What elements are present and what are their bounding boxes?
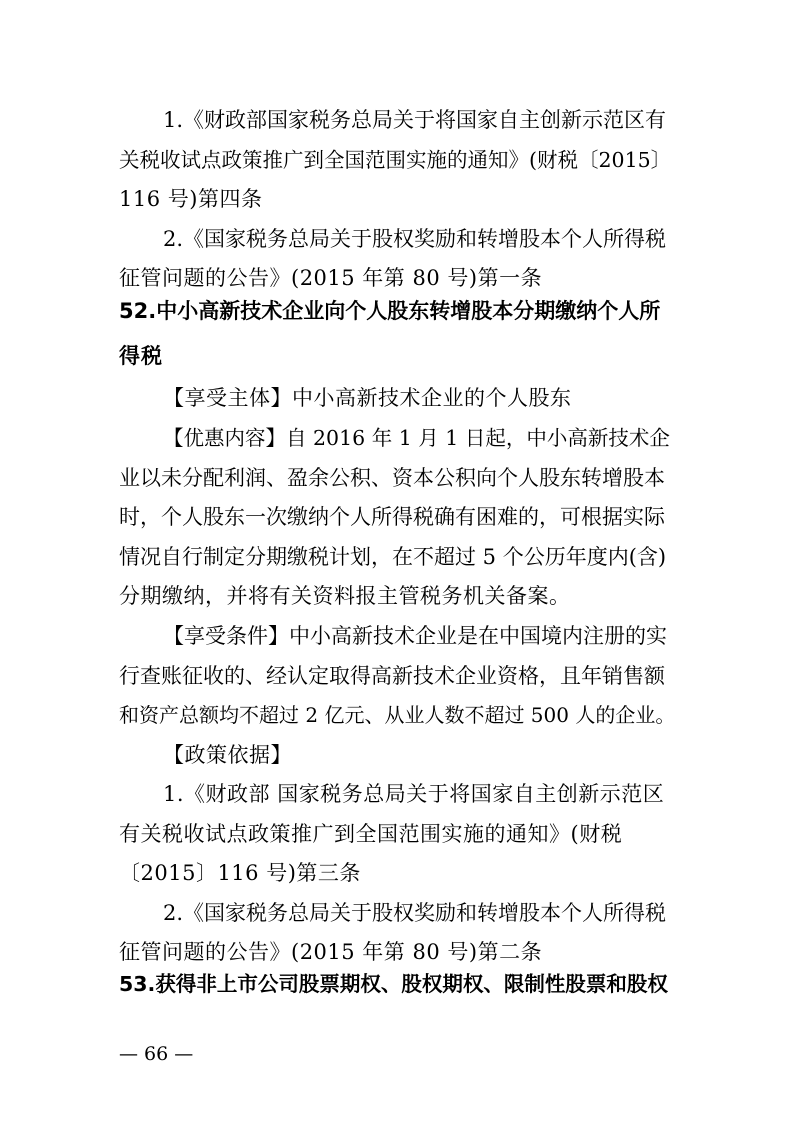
condition-line: 和资产总额均不超过 2 亿元、从业人数不超过 500 人的企业。 — [119, 703, 676, 727]
policy-basis-line: 〔2015〕116 号)第三条 — [119, 861, 361, 885]
condition-line: 【享受条件】中小高新技术企业是在中国境内注册的实 — [163, 624, 667, 648]
page-number: — 66 — — [119, 1043, 194, 1065]
section-heading-52: 52.中小高新技术企业向个人股东转增股本分期缴纳个人所 — [119, 299, 661, 323]
section-heading-52: 得税 — [119, 344, 163, 368]
policy-ref-line: 关税收试点政策推广到全国范围实施的通知》(财税〔2015〕 — [119, 148, 672, 172]
benefit-content-line: 分期缴纳，并将有关资料报主管税务机关备案。 — [119, 584, 571, 608]
policy-basis-line: 征管问题的公告》(2015 年第 80 号)第二条 — [119, 940, 543, 964]
policy-ref-line: 征管问题的公告》(2015 年第 80 号)第一条 — [119, 266, 543, 290]
benefit-content-line: 【优惠内容】自 2016 年 1 月 1 日起，中小高新技术企 — [163, 426, 670, 450]
benefit-content-line: 情况自行制定分期缴税计划，在不超过 5 个公历年度内(含) — [119, 545, 667, 569]
policy-ref-line: 1.《财政部国家税务总局关于将国家自主创新示范区有 — [163, 108, 667, 132]
policy-ref-line: 116 号)第四条 — [119, 187, 263, 211]
condition-line: 行查账征收的、经认定取得高新技术企业资格，且年销售额 — [119, 664, 665, 688]
benefit-content-line: 时，个人股东一次缴纳个人所得税确有困难的，可根据实际 — [119, 505, 665, 529]
policy-basis-line: 1.《财政部 国家税务总局关于将国家自主创新示范区 — [163, 782, 665, 806]
beneficiary-line: 【享受主体】中小高新技术企业的个人股东 — [163, 386, 572, 410]
policy-ref-line: 2.《国家税务总局关于股权奖励和转增股本个人所得税 — [163, 227, 667, 251]
benefit-content-line: 业以未分配利润、盈余公积、资本公积向个人股东转增股本 — [119, 466, 665, 490]
policy-basis-line: 有关税收试点政策推广到全国范围实施的通知》(财税 — [119, 822, 623, 846]
policy-basis-line: 2.《国家税务总局关于股权奖励和转增股本个人所得税 — [163, 901, 667, 925]
policy-basis-label: 【政策依据】 — [163, 743, 292, 767]
section-heading-53: 53.获得非上市公司股票期权、股权期权、限制性股票和股权 — [119, 972, 668, 996]
